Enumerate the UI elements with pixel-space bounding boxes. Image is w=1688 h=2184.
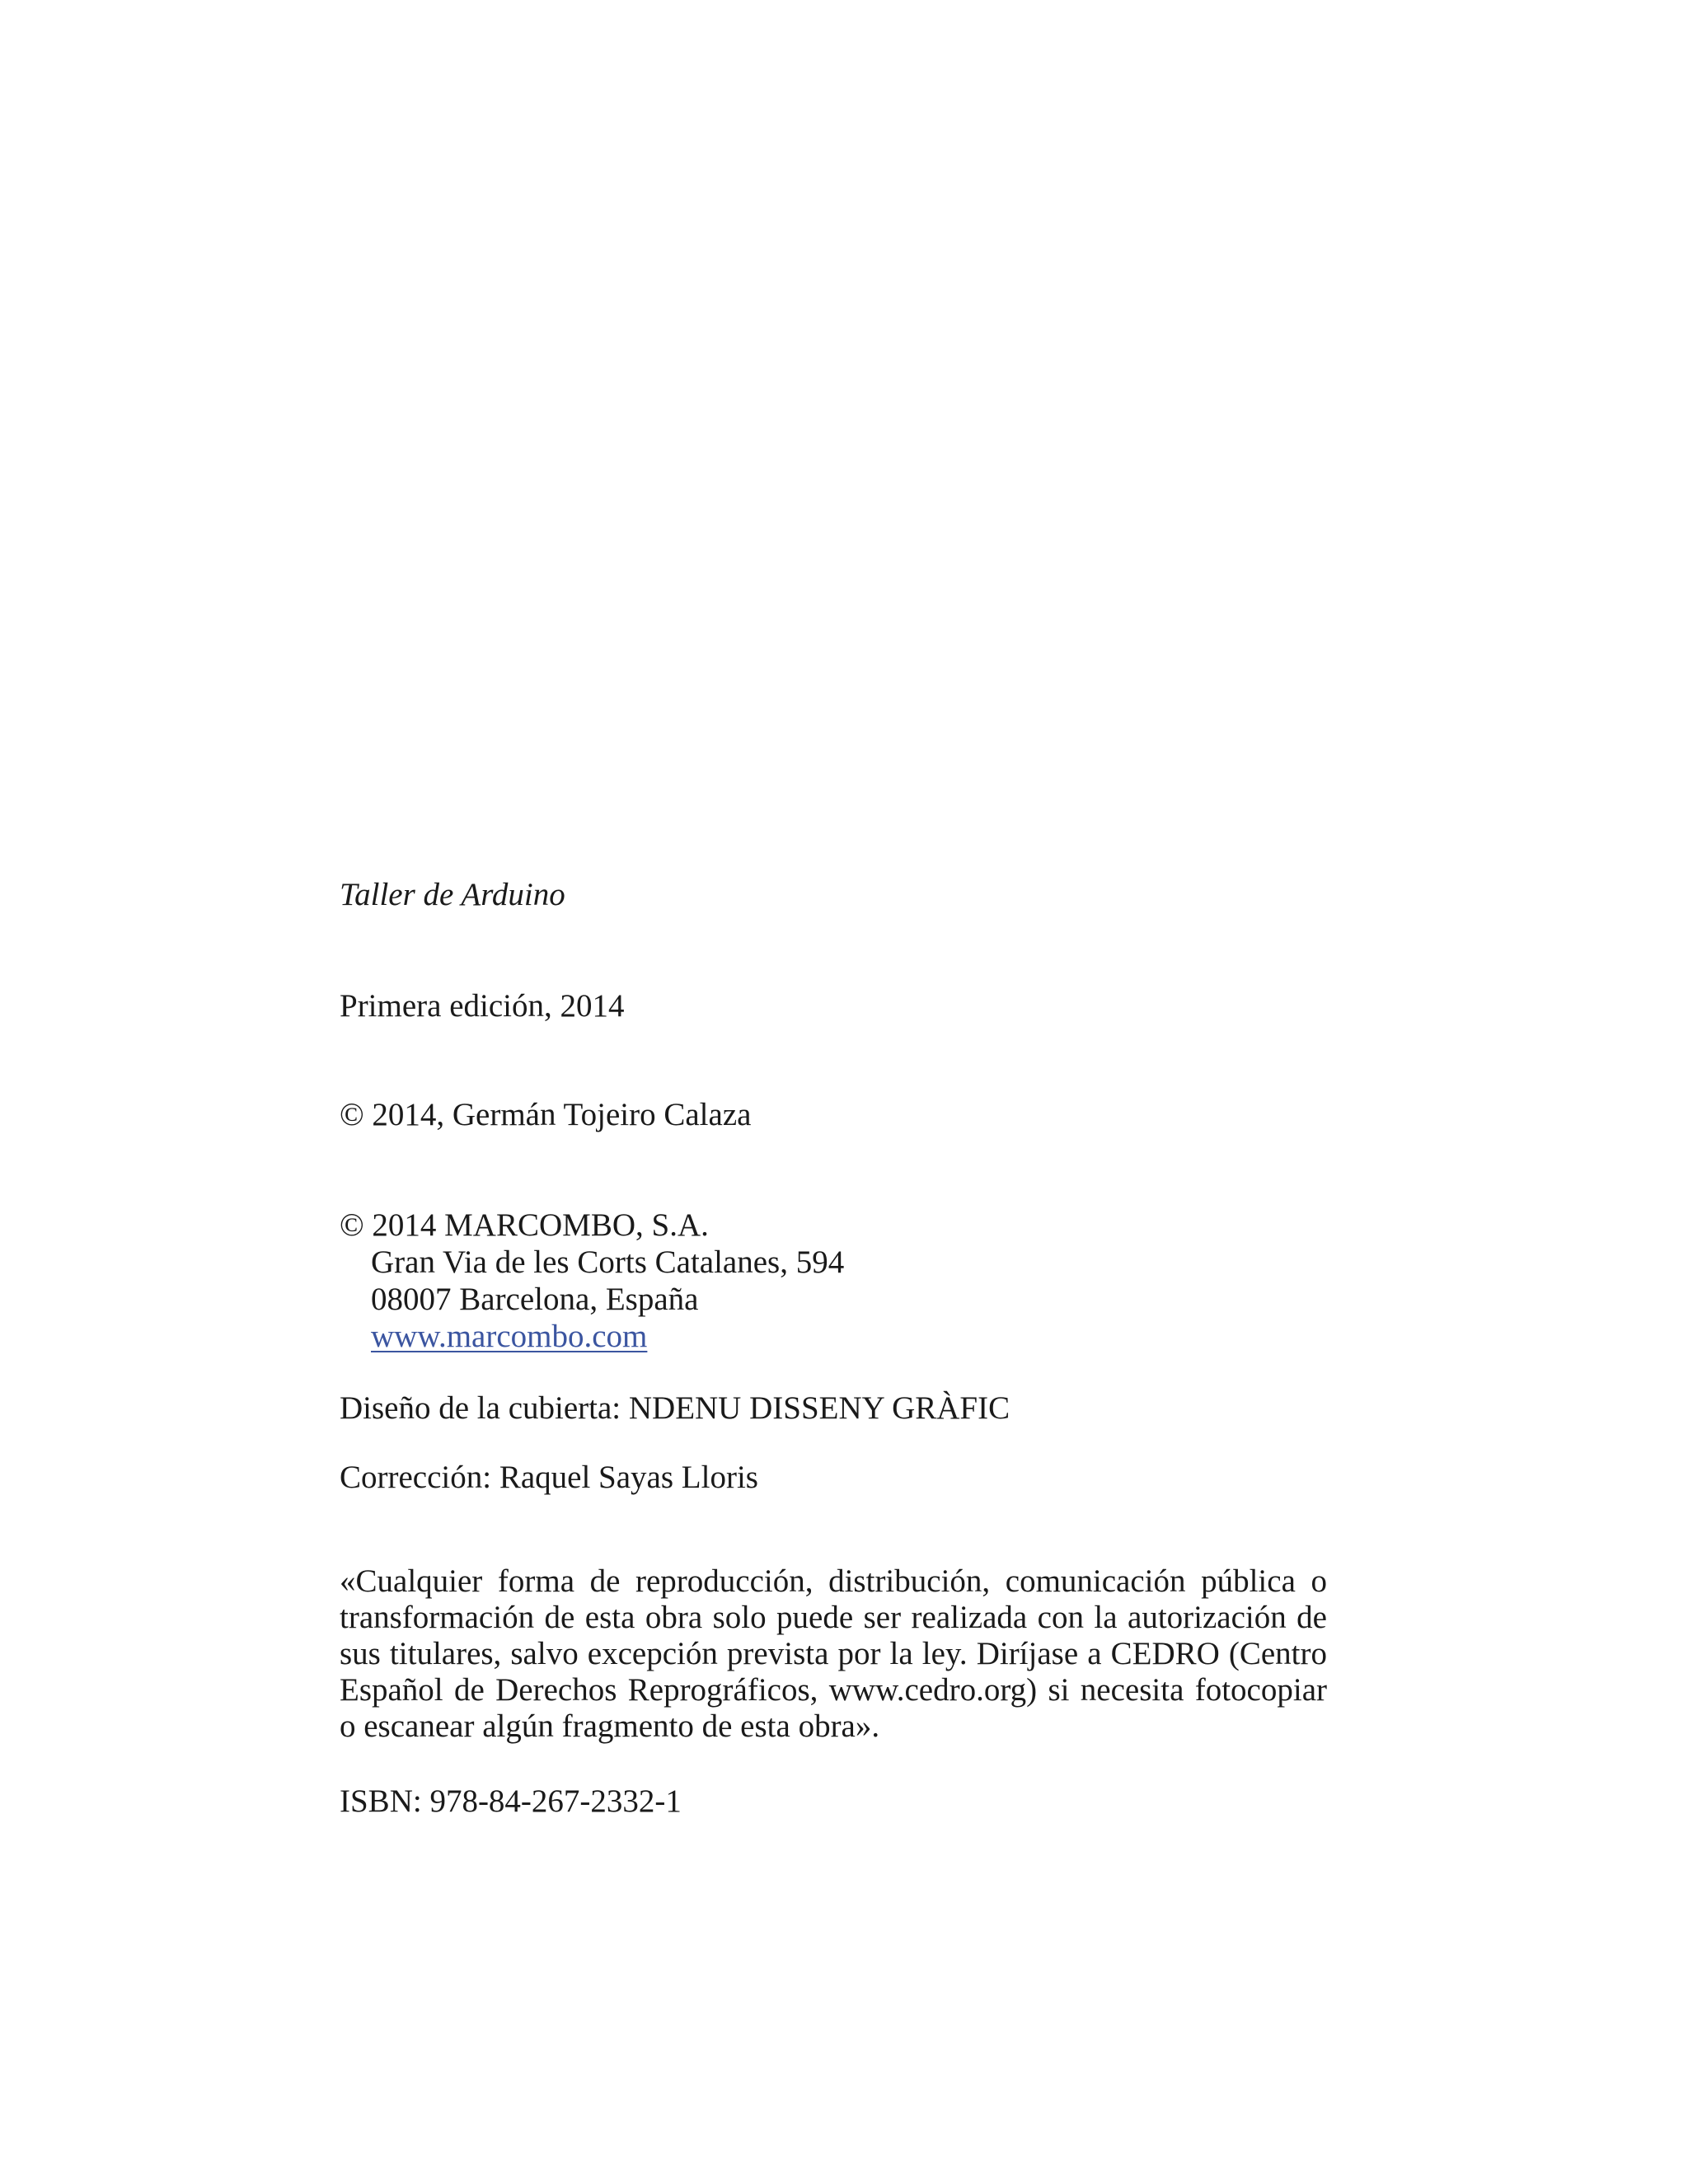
publisher-block bbox=[340, 1207, 1327, 1355]
correction-credit: Corrección: Raquel Sayas Lloris bbox=[340, 1460, 758, 1495]
edition-line: Primera edición, 2014 bbox=[340, 988, 625, 1024]
publisher-name: © 2014 MARCOMBO, S.A. bbox=[340, 1207, 709, 1243]
book-title: Taller de Arduino bbox=[340, 877, 565, 912]
isbn-line: ISBN: 978-84-267-2332-1 bbox=[340, 1783, 682, 1819]
publisher-address-line2: 08007 Barcelona, España bbox=[371, 1282, 699, 1317]
cover-design-credit: Diseño de la cubierta: NDENU DISSENY GRÀFIC bbox=[340, 1390, 1010, 1426]
author-copyright: © 2014, Germán Tojeiro Calaza bbox=[340, 1097, 752, 1132]
publisher-address-line1: Gran Via de les Corts Catalanes, 594 bbox=[371, 1244, 845, 1280]
publisher-website-link[interactable]: www.marcombo.com bbox=[371, 1319, 648, 1354]
legal-notice: «Cualquier forma de reproducción, distribución, comunicación pública o transformación de esta obra solo puede ser realizada con la autorización de sus titulares, salvo excepción prevista por la ley. Diríjase a CEDRO (Centro Español de Derechos Reprográficos, www.cedro.org) si necesita fotocopiar o escanear algún fragmento de esta obra». bbox=[340, 1563, 1327, 1744]
